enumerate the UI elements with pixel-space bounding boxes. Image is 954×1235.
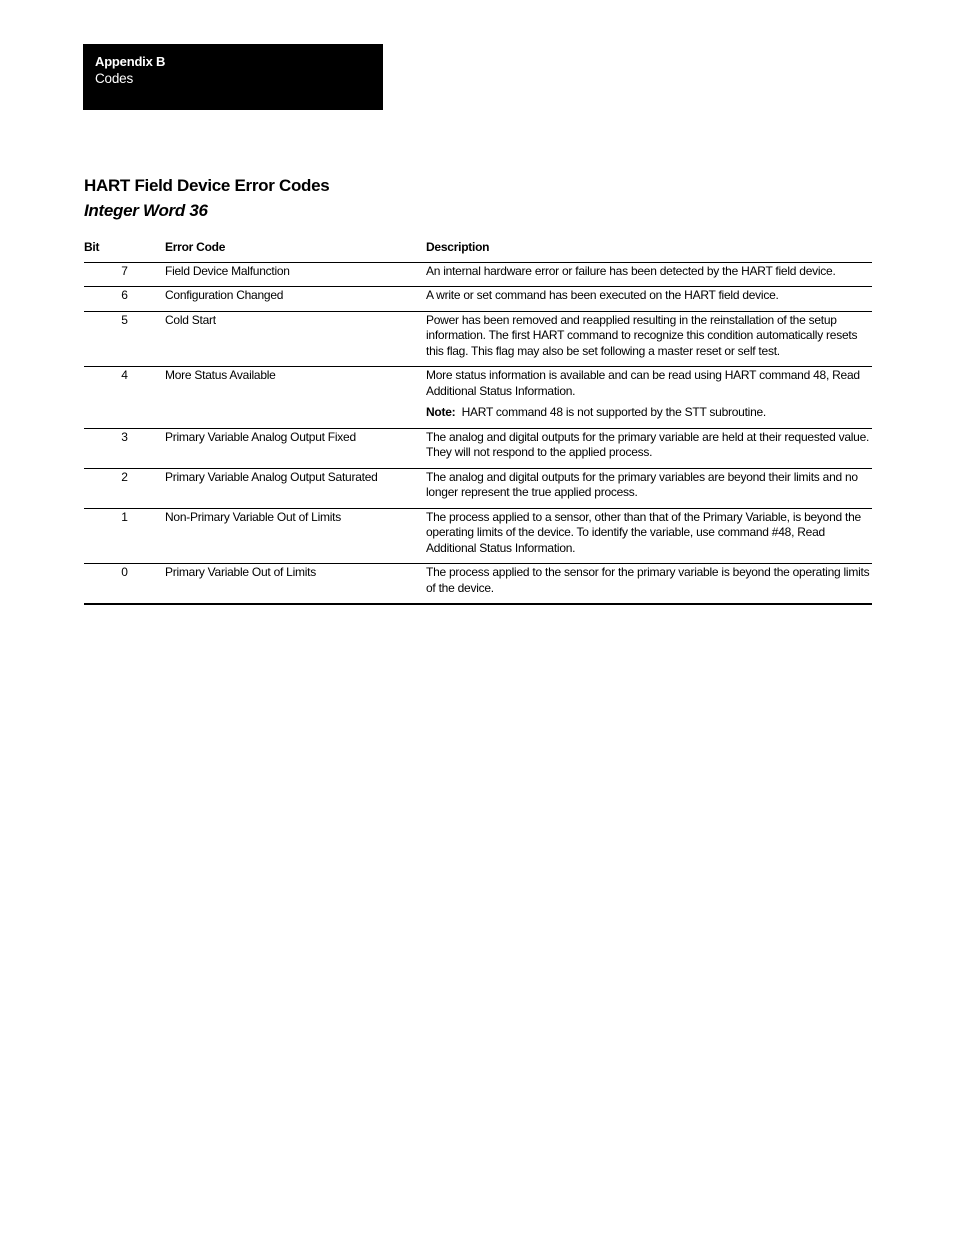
table-row [84,287,872,312]
bit-cell: 7 [84,262,165,287]
description-cell: The analog and digital outputs for the primary variables are beyond their limits and no longer represent the true applied process. [426,468,872,508]
page-title: HART Field Device Error Codes [84,176,330,195]
error-code-cell: Primary Variable Analog Output Fixed [165,428,426,468]
description-text: More status information is available and can be read using HART command 48, Read Additional Status Information. [426,368,860,398]
error-code-cell: Non-Primary Variable Out of Limits [165,508,426,564]
description-cell: The process applied to the sensor for the primary variable is beyond the operating limits of the device. [426,564,872,605]
bit-cell: 5 [84,311,165,367]
description-cell: A write or set command has been executed on the HART field device. [426,287,872,312]
bit-cell: 4 [84,367,165,429]
description-cell: Power has been removed and reapplied resulting in the reinstallation of the setup information. The first HART command to recognize this condition automatically resets this flag. This flag may also be set following a master reset or self test. [426,311,872,367]
bit-cell: 3 [84,428,165,468]
page-header-box [83,44,383,110]
error-code-cell: Configuration Changed [165,287,426,312]
bit-cell: 0 [84,564,165,605]
table-row [84,508,872,564]
description-cell: The process applied to a sensor, other than that of the Primary Variable, is beyond the operating limits of the device. To identify the variable, use command #48, Read Additional Status Information. [426,508,872,564]
description-cell: The analog and digital outputs for the primary variable are held at their requested value. They will not respond to the applied process. [426,428,872,468]
bit-cell: 6 [84,287,165,312]
table-header-row [84,239,872,262]
table-row [84,428,872,468]
column-header-error-code: Error Code [165,239,426,262]
error-code-cell: Field Device Malfunction [165,262,426,287]
section-label: Codes [95,71,134,86]
table-row [84,468,872,508]
page-subtitle: Integer Word 36 [84,201,208,220]
table-row [84,367,872,429]
column-header-description: Description [426,239,872,262]
bit-cell: 1 [84,508,165,564]
note-text: HART command 48 is not supported by the STT subroutine. [461,405,767,419]
error-code-cell: Primary Variable Out of Limits [165,564,426,605]
bit-cell: 2 [84,468,165,508]
note-label: Note: [426,405,456,419]
table-row [84,262,872,287]
error-code-cell: Cold Start [165,311,426,367]
table-row [84,564,872,605]
error-code-cell: Primary Variable Analog Output Saturated [165,468,426,508]
note [426,405,872,421]
error-codes-table [84,239,872,605]
appendix-label: Appendix B [95,54,166,69]
column-header-bit: Bit [84,239,165,262]
error-code-cell: More Status Available [165,367,426,429]
description-cell: An internal hardware error or failure has been detected by the HART field device. [426,262,872,287]
description-cell [426,367,872,429]
table-row [84,311,872,367]
